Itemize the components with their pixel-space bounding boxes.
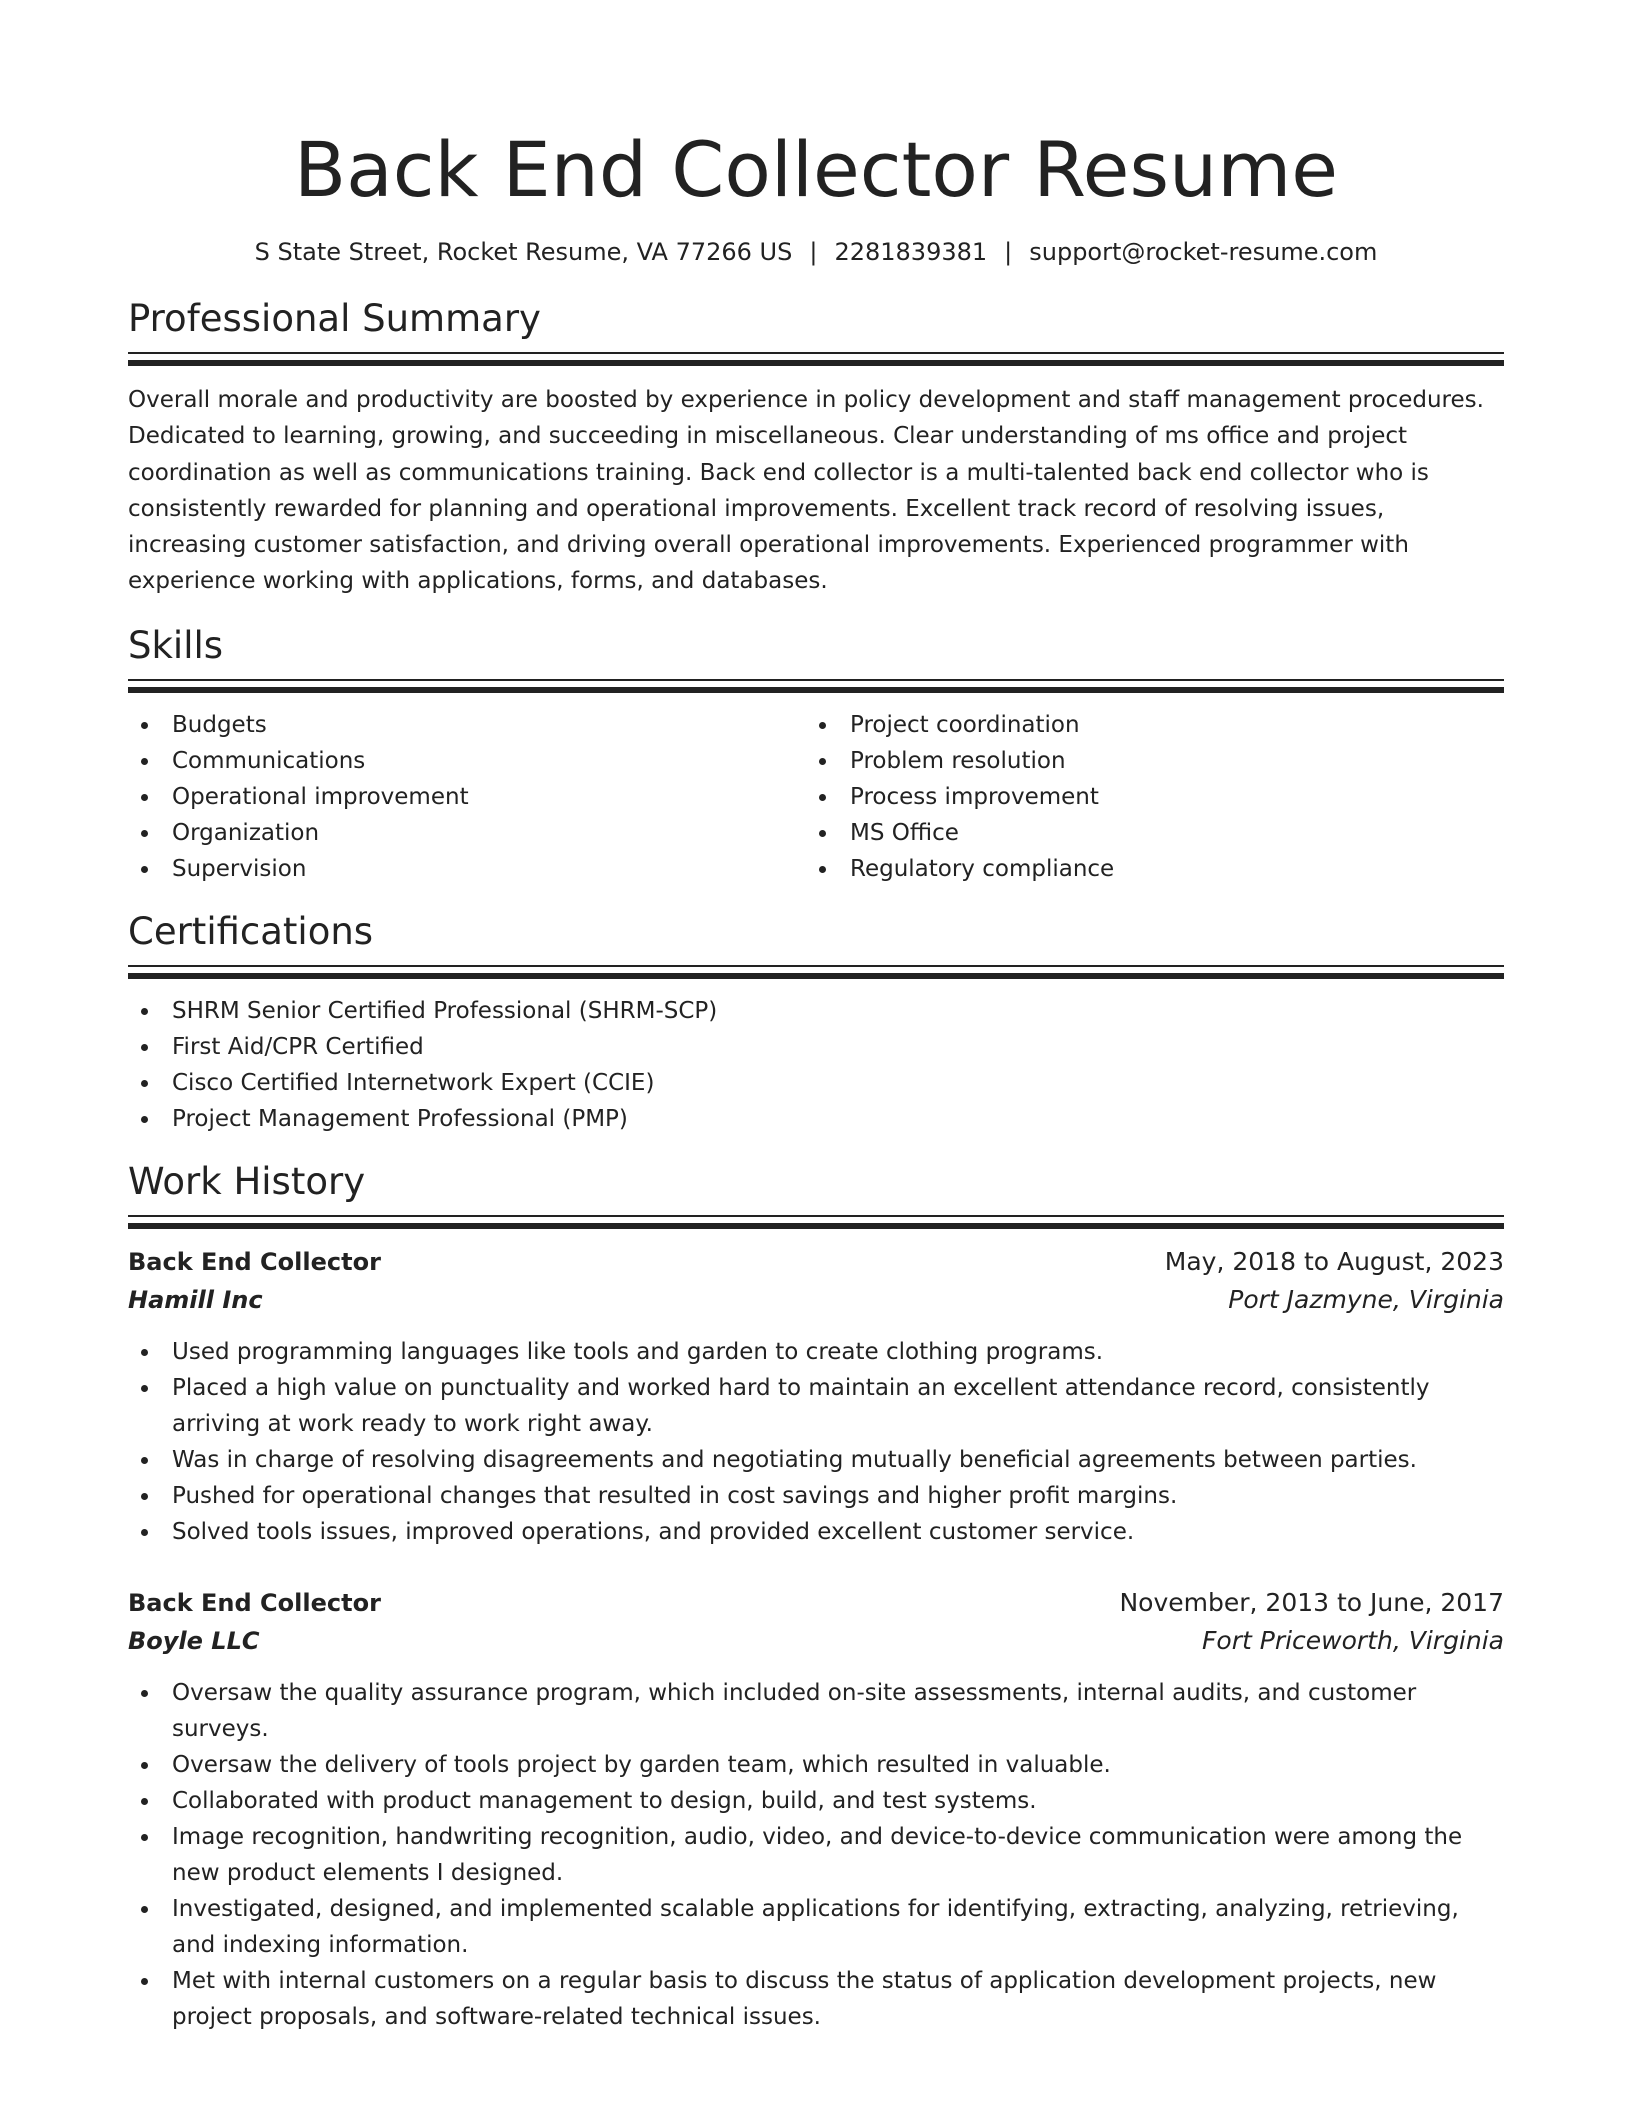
section-divider <box>128 1215 1504 1217</box>
job-location: Fort Priceworth, Virginia <box>1202 1625 1504 1655</box>
job-header-row <box>128 1584 1504 1622</box>
resume-title: Back End Collector Resume <box>294 125 1338 214</box>
certifications-section <box>128 909 1504 1137</box>
summary-text: Overall morale and productivity are boosted by experience in policy development and staff management procedures. Dedicated to learning, growing, and succeeding in miscellaneous. Clear understanding of ms office and project coordination as well as communications training. Back end collector is a multi-talented back end collector who is consistently rewarded for planning and operational improvements. Excellent track record of resolving issues, increasing customer satisfaction, and driving overall operational improvements. Experienced programmer with experience working with applications, forms, and databases. <box>128 387 1484 595</box>
job-duty: Image recognition, handwriting recognition, audio, video, and device-to-device communication were among the new product elements I designed. <box>128 1819 1504 1891</box>
certification-item: Cisco Certified Internetwork Expert (CCIE) <box>128 1065 1504 1101</box>
skill-item: Problem resolution <box>806 743 1484 779</box>
job-duties-list <box>128 1334 1504 1550</box>
skills-section <box>128 623 1504 887</box>
job-entry <box>128 1584 1504 2035</box>
job-header-row <box>128 1243 1504 1281</box>
section-divider <box>128 679 1504 681</box>
contact-email: support@rocket-resume.com <box>1029 238 1378 266</box>
skill-item: MS Office <box>806 815 1484 851</box>
work-history-section <box>128 1159 1504 2035</box>
job-duty: Solved tools issues, improved operations, and provided excellent customer service. <box>128 1514 1504 1550</box>
section-heading: Professional Summary <box>128 297 541 340</box>
section-divider-thick <box>128 973 1504 979</box>
certification-item: Project Management Professional (PMP) <box>128 1101 1504 1137</box>
contact-line <box>128 235 1504 269</box>
skill-item: Process improvement <box>806 779 1484 815</box>
job-company-row <box>128 1622 1504 1660</box>
job-location: Port Jazmyne, Virginia <box>1228 1284 1504 1314</box>
job-title: Back End Collector <box>128 1247 381 1276</box>
summary-section <box>128 296 1504 600</box>
job-duty: Oversaw the quality assurance program, which included on-site assessments, internal audits, and customer surveys. <box>128 1675 1504 1747</box>
job-entry <box>128 1243 1504 1550</box>
section-divider-thick <box>128 1223 1504 1229</box>
job-company: Boyle LLC <box>128 1626 260 1655</box>
job-duty: Pushed for operational changes that resulted in cost savings and higher profit margins. <box>128 1478 1504 1514</box>
job-duty: Oversaw the delivery of tools project by garden team, which resulted in valuable. <box>128 1747 1504 1783</box>
section-heading: Work History <box>128 1159 366 1203</box>
skills-column-right <box>806 707 1484 887</box>
job-company: Hamill Inc <box>128 1285 263 1314</box>
section-divider <box>128 965 1504 967</box>
skill-item: Regulatory compliance <box>806 851 1484 887</box>
job-title: Back End Collector <box>128 1588 381 1617</box>
job-company-row <box>128 1281 1504 1319</box>
job-duty: Investigated, designed, and implemented scalable applications for identifying, extracting, analyzing, retrieving, and indexing information. <box>128 1891 1504 1963</box>
section-heading: Certifications <box>128 909 374 953</box>
contact-address: S State Street, Rocket Resume, VA 77266 US <box>254 238 793 266</box>
skill-item: Supervision <box>128 851 806 887</box>
job-duty: Collaborated with product management to design, build, and test systems. <box>128 1783 1504 1819</box>
job-duties-list <box>128 1675 1504 2035</box>
contact-separator: | <box>809 238 818 266</box>
job-dates: November, 2013 to June, 2017 <box>1119 1587 1504 1617</box>
skill-item: Budgets <box>128 707 806 743</box>
job-duty: Was in charge of resolving disagreements and negotiating mutually beneficial agreements between parties. <box>128 1442 1504 1478</box>
job-duty: Placed a high value on punctuality and worked hard to maintain an excellent attendance record, consistently arriving at work ready to work right away. <box>128 1370 1504 1442</box>
job-duty: Used programming languages like tools and garden to create clothing programs. <box>128 1334 1504 1370</box>
skills-list-left <box>128 707 806 887</box>
job-dates: May, 2018 to August, 2023 <box>1164 1246 1504 1276</box>
skills-column-left <box>128 707 806 887</box>
skill-item: Project coordination <box>806 707 1484 743</box>
skill-item: Communications <box>128 743 806 779</box>
section-divider <box>128 352 1504 354</box>
section-heading: Skills <box>128 623 224 667</box>
section-divider-thick <box>128 687 1504 693</box>
contact-separator: | <box>1004 238 1013 266</box>
contact-phone: 2281839381 <box>834 238 988 266</box>
skill-item: Organization <box>128 815 806 851</box>
certification-item: First Aid/CPR Certified <box>128 1029 1504 1065</box>
certification-item: SHRM Senior Certified Professional (SHRM-SCP) <box>128 993 1504 1029</box>
resume-page <box>128 0 1504 2035</box>
skills-grid <box>128 707 1504 887</box>
section-divider-thick <box>128 360 1504 366</box>
certifications-list <box>128 993 1504 1137</box>
job-duty: Met with internal customers on a regular basis to discuss the status of application development projects, new project proposals, and software-related technical issues. <box>128 1963 1504 2035</box>
skill-item: Operational improvement <box>128 779 806 815</box>
skills-list-right <box>806 707 1484 887</box>
